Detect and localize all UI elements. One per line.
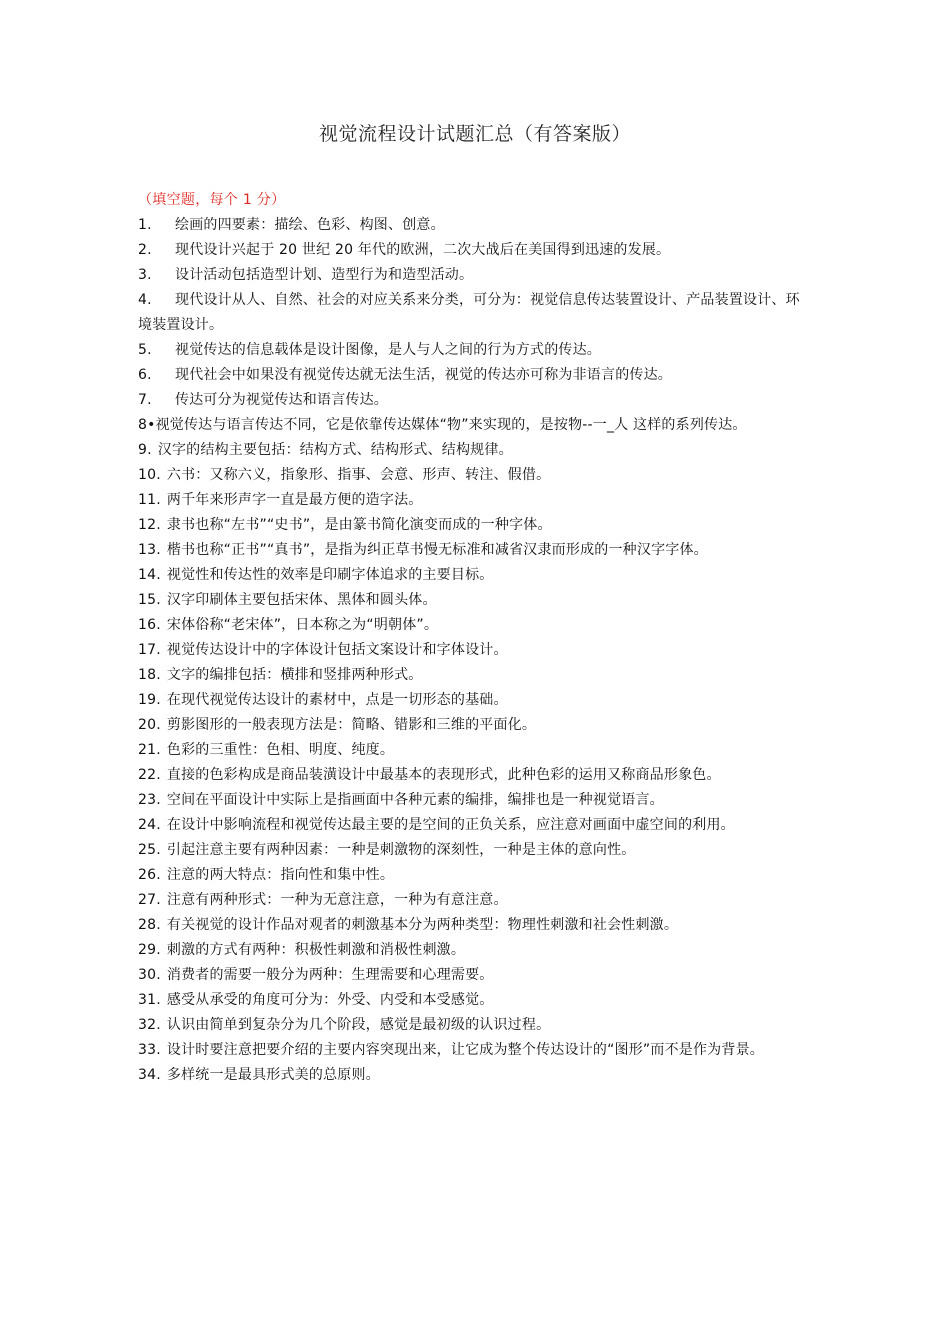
question-item bbox=[138, 888, 806, 913]
question-text: 现代设计兴起于 20 世纪 20 年代的欧洲，二次大战后在美国得到迅速的发展。 bbox=[175, 242, 671, 258]
question-item bbox=[138, 288, 806, 338]
question-item bbox=[138, 638, 806, 663]
question-number: 13. bbox=[138, 542, 161, 558]
question-item bbox=[138, 988, 806, 1013]
question-item bbox=[138, 463, 806, 488]
question-number: 15. bbox=[138, 592, 161, 608]
question-number: 26. bbox=[138, 867, 161, 883]
question-number: 1. bbox=[138, 217, 152, 233]
question-number: 5. bbox=[138, 342, 152, 358]
question-text: 消费者的需要一般分为两种：生理需要和心理需要。 bbox=[166, 967, 494, 983]
question-text: 汉字的结构主要包括：结构方式、结构形式、结构规律。 bbox=[157, 442, 513, 458]
question-number: 6. bbox=[138, 367, 152, 383]
question-item bbox=[138, 263, 806, 288]
question-text: 设计时要注意把要介绍的主要内容突现出来，让它成为整个传达设计的“图形”而不是作为背景。 bbox=[166, 1042, 764, 1058]
question-item bbox=[138, 938, 806, 963]
question-item bbox=[138, 513, 806, 538]
question-item bbox=[138, 1038, 806, 1063]
question-number: 4. bbox=[138, 292, 152, 308]
question-item bbox=[138, 713, 806, 738]
question-item bbox=[138, 613, 806, 638]
question-item bbox=[138, 863, 806, 888]
question-number: 8• bbox=[138, 417, 156, 433]
question-text: 在设计中影响流程和视觉传达最主要的是空间的正负关系，应注意对画面中虚空间的利用。 bbox=[166, 817, 735, 833]
question-item bbox=[138, 1013, 806, 1038]
question-text: 楷书也称“正书”“真书”，是指为纠正草书慢无标准和减省汉隶而形成的一种汉字字体。 bbox=[166, 542, 708, 558]
question-text: 绘画的四要素：描绘、色彩、构图、创意。 bbox=[175, 217, 445, 233]
question-number: 31. bbox=[138, 992, 161, 1008]
question-item bbox=[138, 238, 806, 263]
question-text: 现代设计从人、自然、社会的对应关系来分类，可分为：视觉信息传达装置设计、产品装置设计、环境装置设计。 bbox=[138, 292, 800, 333]
question-text: 视觉性和传达性的效率是印刷字体追求的主要目标。 bbox=[166, 567, 494, 583]
question-item bbox=[138, 688, 806, 713]
question-list bbox=[138, 213, 806, 1088]
question-text: 引起注意主要有两种因素：一种是刺激物的深刻性，一种是主体的意向性。 bbox=[166, 842, 636, 858]
document-title: 视觉流程设计试题汇总（有答案版） bbox=[318, 123, 631, 145]
question-text: 视觉传达与语言传达不同，它是依靠传达媒体“物”来实现的，是按物--一_人 这样的系列传达。 bbox=[155, 417, 747, 433]
question-number: 22. bbox=[138, 767, 161, 783]
question-number: 3. bbox=[138, 267, 152, 283]
question-item bbox=[138, 588, 806, 613]
question-number: 16. bbox=[138, 617, 161, 633]
question-text: 传达可分为视觉传达和语言传达。 bbox=[175, 392, 388, 408]
question-text: 宋体俗称“老宋体”，日本称之为“明朝体”。 bbox=[166, 617, 439, 633]
question-number: 14. bbox=[138, 567, 161, 583]
question-number: 2. bbox=[138, 242, 152, 258]
question-item bbox=[138, 388, 806, 413]
question-text: 有关视觉的设计作品对观者的刺激基本分为两种类型：物理性刺激和社会性刺激。 bbox=[166, 917, 679, 933]
question-text: 隶书也称“左书”“史书”，是由篆书简化演变而成的一种字体。 bbox=[166, 517, 552, 533]
question-text: 多样统一是最具形式美的总原则。 bbox=[166, 1067, 380, 1083]
question-item bbox=[138, 738, 806, 763]
question-number: 20. bbox=[138, 717, 161, 733]
question-item bbox=[138, 813, 806, 838]
question-text: 刺激的方式有两种：积极性刺激和消极性刺激。 bbox=[166, 942, 466, 958]
question-item bbox=[138, 563, 806, 588]
question-text: 现代社会中如果没有视觉传达就无法生活，视觉的传达亦可称为非语言的传达。 bbox=[175, 367, 672, 383]
question-number: 10. bbox=[138, 467, 161, 483]
question-item bbox=[138, 213, 806, 238]
question-text: 两千年来形声字一直是最方便的造字法。 bbox=[166, 492, 423, 508]
question-text: 设计活动包括造型计划、造型行为和造型活动。 bbox=[175, 267, 474, 283]
question-text: 直接的色彩构成是商品装潢设计中最基本的表现形式，此种色彩的运用又称商品形象色。 bbox=[166, 767, 721, 783]
question-text: 空间在平面设计中实际上是指画面中各种元素的编排，编排也是一种视觉语言。 bbox=[166, 792, 664, 808]
question-number: 9. bbox=[138, 442, 152, 458]
question-item bbox=[138, 1063, 806, 1088]
question-item bbox=[138, 538, 806, 563]
question-number: 25. bbox=[138, 842, 161, 858]
question-number: 29. bbox=[138, 942, 161, 958]
question-text: 文字的编排包括：横排和竖排两种形式。 bbox=[166, 667, 423, 683]
question-text: 色彩的三重性：色相、明度、纯度。 bbox=[166, 742, 395, 758]
question-text: 视觉传达设计中的字体设计包括文案设计和字体设计。 bbox=[166, 642, 508, 658]
question-item bbox=[138, 488, 806, 513]
question-number: 19. bbox=[138, 692, 161, 708]
question-item bbox=[138, 363, 806, 388]
question-text: 在现代视觉传达设计的素材中，点是一切形态的基础。 bbox=[166, 692, 508, 708]
question-text: 认识由简单到复杂分为几个阶段，感觉是最初级的认识过程。 bbox=[166, 1017, 551, 1033]
question-item bbox=[138, 763, 806, 788]
section-heading: （填空题，每个 1 分） bbox=[138, 192, 286, 208]
question-number: 7. bbox=[138, 392, 152, 408]
question-number: 11. bbox=[138, 492, 161, 508]
question-item bbox=[138, 438, 806, 463]
question-text: 汉字印刷体主要包括宋体、黑体和圆头体。 bbox=[166, 592, 437, 608]
question-number: 27. bbox=[138, 892, 161, 908]
question-item bbox=[138, 838, 806, 863]
question-number: 32. bbox=[138, 1017, 161, 1033]
question-number: 33. bbox=[138, 1042, 161, 1058]
question-number: 21. bbox=[138, 742, 161, 758]
question-number: 17. bbox=[138, 642, 161, 658]
question-number: 12. bbox=[138, 517, 161, 533]
question-text: 注意的两大特点：指向性和集中性。 bbox=[166, 867, 395, 883]
question-text: 剪影图形的一般表现方法是：简略、错影和三维的平面化。 bbox=[166, 717, 537, 733]
question-item bbox=[138, 963, 806, 988]
question-number: 30. bbox=[138, 967, 161, 983]
question-number: 28. bbox=[138, 917, 161, 933]
question-text: 感受从承受的角度可分为：外受、内受和本受感觉。 bbox=[166, 992, 494, 1008]
question-number: 34. bbox=[138, 1067, 161, 1083]
question-item bbox=[138, 788, 806, 813]
question-number: 18. bbox=[138, 667, 161, 683]
question-text: 视觉传达的信息载体是设计图像，是人与人之间的行为方式的传达。 bbox=[175, 342, 601, 358]
question-item bbox=[138, 413, 806, 438]
question-item bbox=[138, 913, 806, 938]
question-number: 23. bbox=[138, 792, 161, 808]
question-text: 注意有两种形式：一种为无意注意，一种为有意注意。 bbox=[166, 892, 508, 908]
question-item bbox=[138, 338, 806, 363]
question-number: 24. bbox=[138, 817, 161, 833]
question-text: 六书：又称六义，指象形、指事、会意、形声、转注、假借。 bbox=[166, 467, 551, 483]
question-item bbox=[138, 663, 806, 688]
